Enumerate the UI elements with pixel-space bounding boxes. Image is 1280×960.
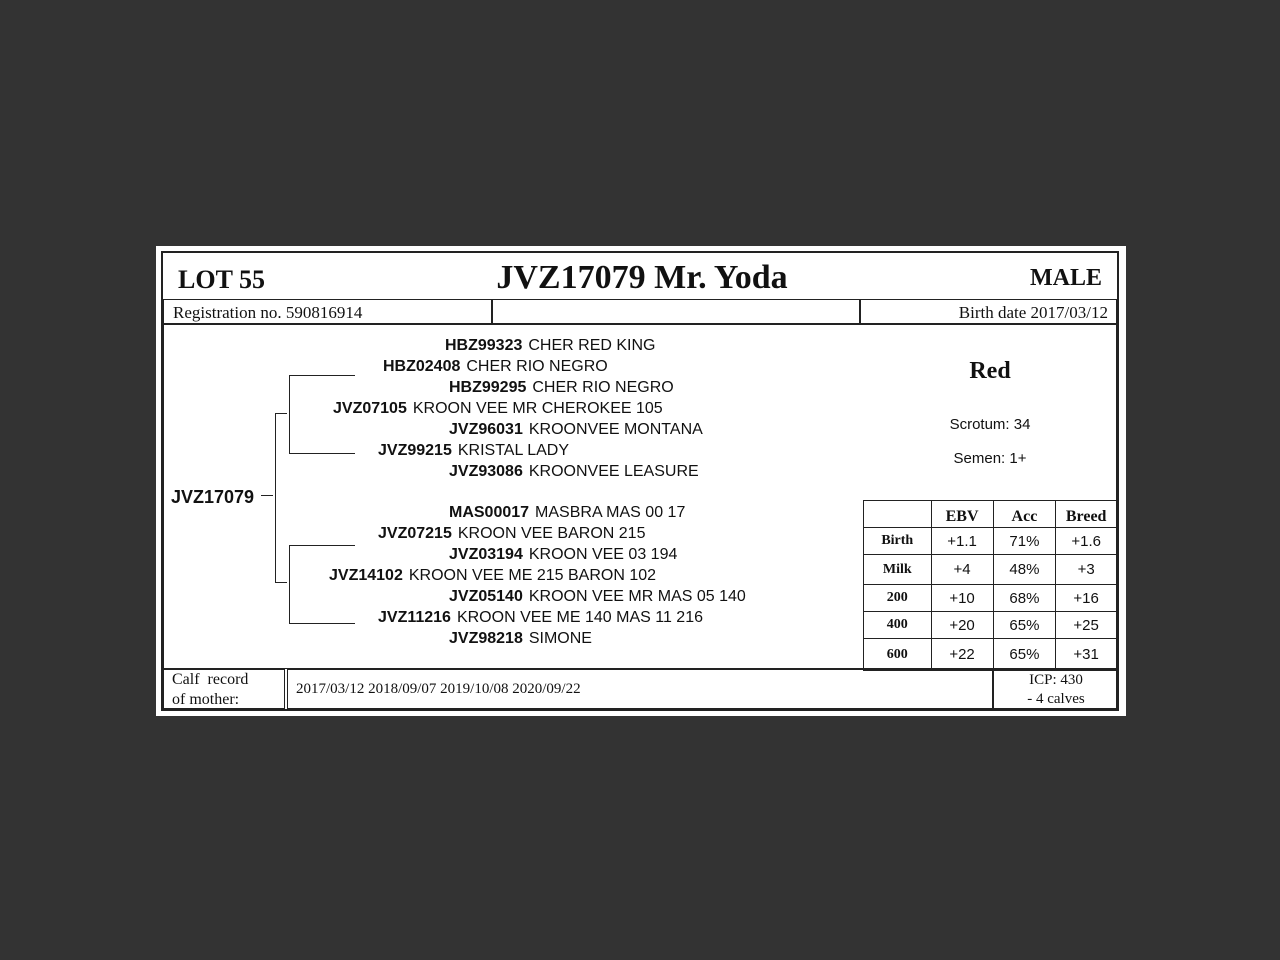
calf-record-label-box xyxy=(163,669,285,709)
ebv-breed-avg: +16 xyxy=(1056,585,1117,612)
ebv-breed-avg: +25 xyxy=(1056,612,1117,639)
coat-color: Red xyxy=(969,358,1011,384)
pedigree-entry: JVZ93086 KROONVEE LEASURE xyxy=(449,463,699,480)
dam-grandparents-connector xyxy=(289,545,290,623)
pedigree-entry: JVZ14102 KROON VEE ME 215 BARON 102 xyxy=(329,567,657,584)
pedigree-entry: JVZ96031 KROONVEE MONTANA xyxy=(449,421,703,438)
pedigree-entry: HBZ99323 CHER RED KING xyxy=(445,337,656,354)
icp-value: ICP: 430 xyxy=(1029,672,1083,688)
icp-box xyxy=(993,669,1117,709)
ebv-accuracy: 65% xyxy=(993,612,1056,639)
ebv-row-label: 400 xyxy=(864,612,932,639)
blank-info-box xyxy=(492,299,860,324)
sire-grandparents-connector xyxy=(289,375,290,453)
ebv-accuracy: 65% xyxy=(993,639,1056,671)
scrotum-value: Scrotum: 34 xyxy=(949,416,1031,433)
dam-tick xyxy=(275,582,287,583)
ebv-row xyxy=(864,555,1117,585)
sire-tick xyxy=(275,413,287,414)
ebv-accuracy: 68% xyxy=(993,585,1056,612)
calf-record-dates: 2017/03/12 2018/09/07 2019/10/08 2020/09/22 xyxy=(296,681,581,697)
ebv-header-breed: Breed xyxy=(1056,501,1117,528)
ebv-breed-avg: +1.6 xyxy=(1056,528,1117,555)
ebv-header-blank xyxy=(864,501,932,528)
pedigree-entry: JVZ07105 KROON VEE MR CHEROKEE 105 xyxy=(333,400,663,417)
pedigree-entry: MAS00017 MASBRA MAS 00 17 xyxy=(449,504,686,521)
card-frame xyxy=(161,251,1119,711)
ebv-accuracy: 48% xyxy=(993,555,1056,585)
pedigree-entry: HBZ99295 CHER RIO NEGRO xyxy=(449,379,674,396)
ebv-row xyxy=(864,528,1117,555)
semen-value: Semen: 1+ xyxy=(953,450,1027,467)
birth-date-box xyxy=(860,299,1117,324)
ebv-row-label: Milk xyxy=(864,555,932,585)
ebv-value: +4 xyxy=(931,555,993,585)
ebv-row-label: 600 xyxy=(864,639,932,671)
sex-label: MALE xyxy=(1030,265,1102,291)
subject-code: JVZ17079 xyxy=(171,487,255,507)
ebv-row xyxy=(864,612,1117,639)
lot-card xyxy=(156,246,1126,716)
ebv-breed-avg: +31 xyxy=(1056,639,1117,671)
pedigree-entry: JVZ05140 KROON VEE MR MAS 05 140 xyxy=(449,588,746,605)
lot-number: LOT 55 xyxy=(178,265,265,294)
ebv-table xyxy=(863,500,1117,671)
registration-number: Registration no. 590816914 xyxy=(173,303,363,322)
sire-dam-line xyxy=(289,453,355,454)
calf-record-label-1: Calf record xyxy=(172,671,249,688)
ebv-header-acc: Acc xyxy=(993,501,1056,528)
ebv-header-ebv: EBV xyxy=(931,501,993,528)
dam-dam-line xyxy=(289,623,355,624)
calf-count: - 4 calves xyxy=(1027,691,1085,707)
sire-sire-line xyxy=(289,375,355,376)
parents-connector xyxy=(275,413,276,583)
ebv-row xyxy=(864,639,1117,671)
registration-box xyxy=(163,299,492,324)
ebv-row-label: Birth xyxy=(864,528,932,555)
ebv-value: +1.1 xyxy=(931,528,993,555)
dam-sire-line xyxy=(289,545,355,546)
pedigree-entry: JVZ03194 KROON VEE 03 194 xyxy=(449,546,678,563)
ebv-value: +20 xyxy=(931,612,993,639)
ebv-row xyxy=(864,585,1117,612)
animal-title: JVZ17079 Mr. Yoda xyxy=(496,259,788,296)
ebv-breed-avg: +3 xyxy=(1056,555,1117,585)
pedigree-entry: JVZ07215 KROON VEE BARON 215 xyxy=(378,525,646,542)
calf-record-dates-box xyxy=(287,669,993,709)
ebv-value: +10 xyxy=(931,585,993,612)
ebv-header-row xyxy=(864,501,1117,528)
birth-date: Birth date 2017/03/12 xyxy=(958,303,1108,322)
pedigree-entry: HBZ02408 CHER RIO NEGRO xyxy=(383,358,608,375)
subject-connector xyxy=(261,495,273,496)
pedigree-entry: JVZ99215 KRISTAL LADY xyxy=(378,442,569,459)
pedigree-entry: JVZ11216 KROON VEE ME 140 MAS 11 216 xyxy=(378,609,703,626)
calf-record-label-2: of mother: xyxy=(172,691,240,708)
ebv-row-label: 200 xyxy=(864,585,932,612)
ebv-value: +22 xyxy=(931,639,993,671)
ebv-accuracy: 71% xyxy=(993,528,1056,555)
pedigree-entry: JVZ98218 SIMONE xyxy=(449,630,592,647)
